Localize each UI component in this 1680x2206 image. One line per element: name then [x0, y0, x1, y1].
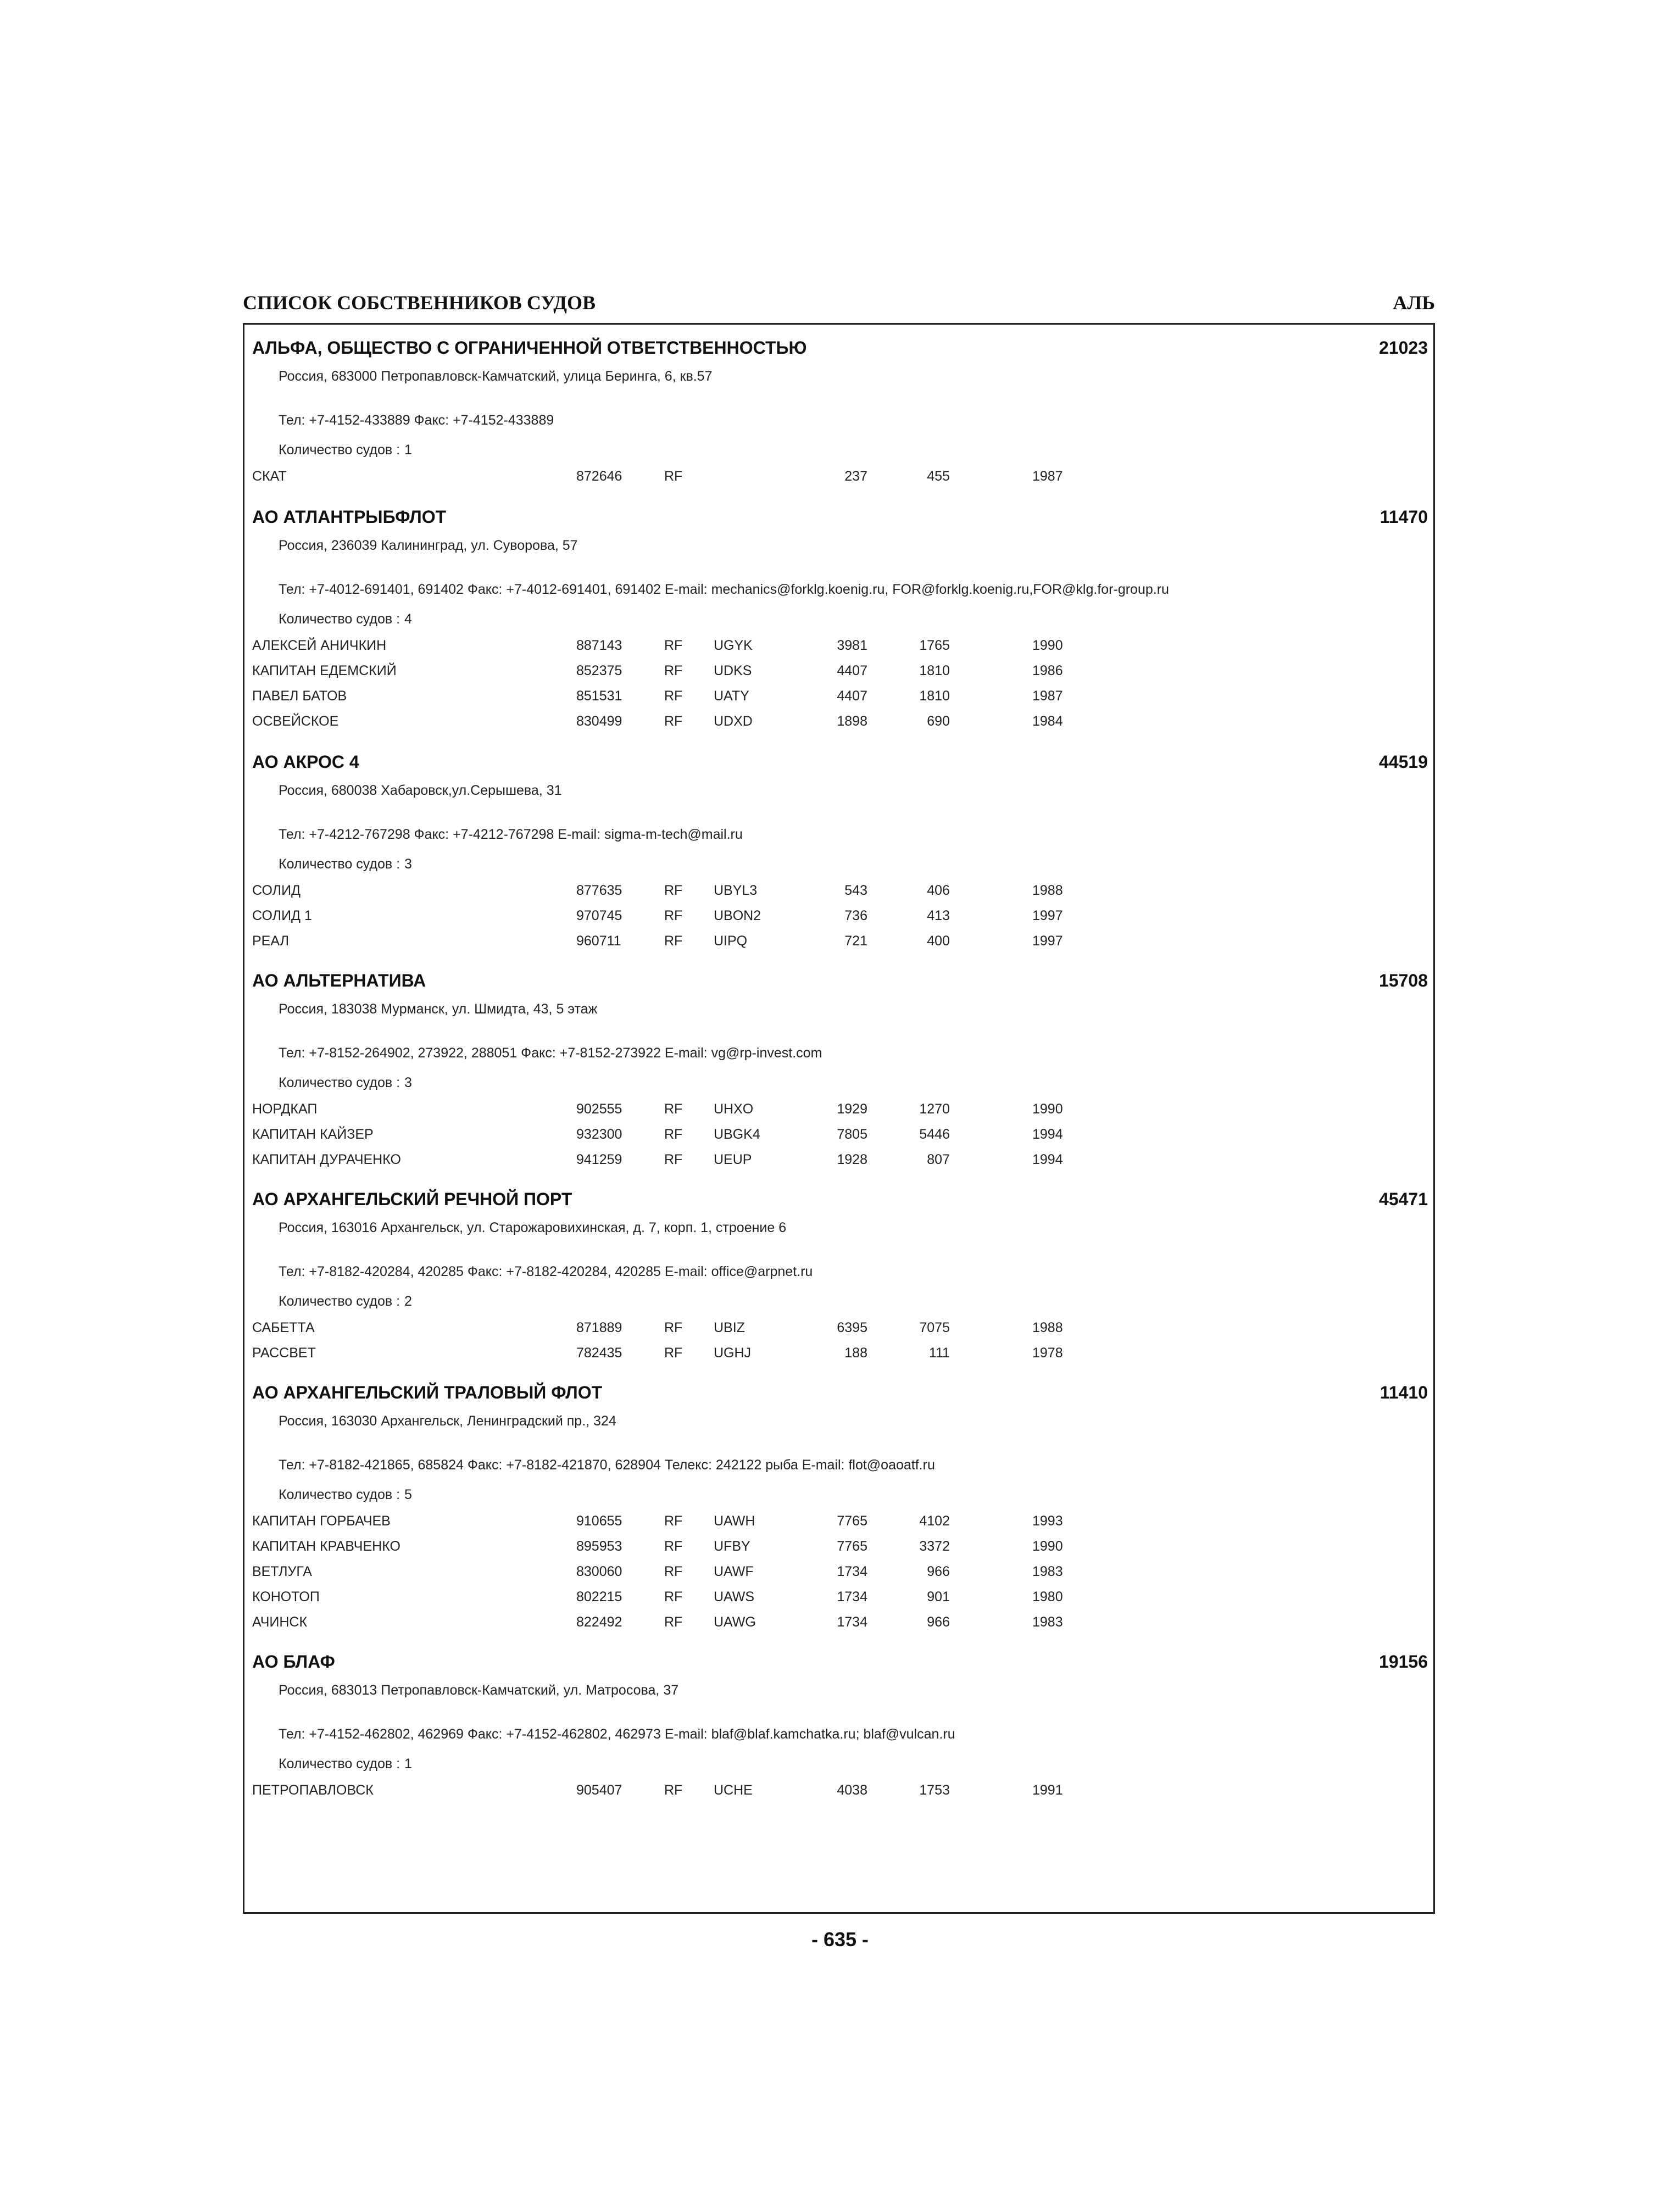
ship-name: РАССВЕТ — [252, 1345, 316, 1361]
ship-count-label: Количество судов : — [279, 611, 400, 627]
ship-number: 782435 — [576, 1345, 622, 1361]
ship-year: 1988 — [1032, 1320, 1063, 1335]
ship-gross-tonnage: 1929 — [837, 1101, 867, 1117]
ship-name: РЕАЛ — [252, 933, 289, 949]
page-header — [243, 291, 1435, 313]
ship-flag: RF — [664, 1152, 683, 1167]
ship-number: 871889 — [576, 1320, 622, 1335]
ship-gross-tonnage: 1898 — [837, 714, 867, 729]
ship-gross-tonnage: 7765 — [837, 1539, 867, 1554]
ship-deadweight: 1810 — [919, 663, 950, 678]
company-name: АО БЛАФ — [252, 1652, 335, 1672]
company-contacts: Тел: +7-8152-264902, 273922, 288051 Факс: +7-8152-273922 E-mail: vg@rp-invest.com — [279, 1045, 822, 1061]
ship-deadweight: 901 — [927, 1589, 950, 1605]
ship-deadweight: 406 — [927, 883, 950, 898]
ship-row — [252, 1614, 1131, 1636]
ship-row — [252, 883, 1131, 905]
ship-year: 1987 — [1032, 688, 1063, 704]
ship-row — [252, 1345, 1131, 1367]
ship-flag: RF — [664, 663, 683, 678]
ship-gross-tonnage: 6395 — [837, 1320, 867, 1335]
ship-number: 877635 — [576, 883, 622, 898]
company-contacts: Тел: +7-4152-462802, 462969 Факс: +7-4152-462802, 462973 E-mail: blaf@blaf.kamchatka.ru; blaf@vulcan.ru — [279, 1726, 955, 1742]
ship-count-value: 2 — [404, 1294, 412, 1309]
ship-number: 895953 — [576, 1539, 622, 1554]
ship-flag: RF — [664, 638, 683, 653]
ship-deadweight: 690 — [927, 714, 950, 729]
ship-count-value: 5 — [404, 1487, 412, 1502]
ship-deadweight: 413 — [927, 908, 950, 923]
ship-number: 941259 — [576, 1152, 622, 1167]
ship-gross-tonnage: 4038 — [837, 1782, 867, 1798]
ship-gross-tonnage: 1734 — [837, 1564, 867, 1579]
ship-row — [252, 1782, 1131, 1804]
ship-name: КАПИТАН ЕДЕМСКИЙ — [252, 663, 397, 678]
ship-year: 1994 — [1032, 1152, 1063, 1167]
company-address: Россия, 163030 Архангельск, Ленинградский пр., 324 — [279, 1413, 616, 1429]
header-title: СПИСОК СОБСТВЕННИКОВ СУДОВ — [243, 292, 596, 314]
company-contacts: Тел: +7-8182-420284, 420285 Факс: +7-8182-420284, 420285 E-mail: office@arpnet.ru — [279, 1264, 813, 1279]
ship-deadweight: 1765 — [919, 638, 950, 653]
ship-gross-tonnage: 7765 — [837, 1513, 867, 1529]
ship-gross-tonnage: 721 — [844, 933, 867, 949]
ship-deadweight: 966 — [927, 1614, 950, 1630]
ship-name: СОЛИД — [252, 883, 301, 898]
company-address: Россия, 163016 Архангельск, ул. Старожаровихинская, д. 7, корп. 1, строение 6 — [279, 1220, 787, 1235]
ship-count-value: 1 — [404, 442, 412, 458]
ship-year: 1984 — [1032, 714, 1063, 729]
company-code: 44519 — [1379, 752, 1428, 772]
ship-year: 1986 — [1032, 663, 1063, 678]
ship-callsign: UBIZ — [714, 1320, 745, 1335]
ship-flag: RF — [664, 1345, 683, 1361]
ship-name: ПАВЕЛ БАТОВ — [252, 688, 347, 704]
ship-flag: RF — [664, 908, 683, 923]
ship-number: 802215 — [576, 1589, 622, 1605]
ship-number: 852375 — [576, 663, 622, 678]
ship-row — [252, 1152, 1131, 1174]
ship-year: 1997 — [1032, 908, 1063, 923]
page-number: - 635 - — [811, 1928, 869, 1951]
ship-gross-tonnage: 543 — [844, 883, 867, 898]
ship-name: САБЕТТА — [252, 1320, 315, 1335]
ship-flag: RF — [664, 883, 683, 898]
ship-callsign: UATY — [714, 688, 749, 704]
ship-flag: RF — [664, 1320, 683, 1335]
ship-name: КАПИТАН КАЙЗЕР — [252, 1127, 374, 1142]
ship-deadweight: 966 — [927, 1564, 950, 1579]
ship-count-value: 3 — [404, 856, 412, 872]
ship-callsign: UBGK4 — [714, 1127, 760, 1142]
ship-count — [279, 1756, 416, 1772]
ship-gross-tonnage: 1734 — [837, 1614, 867, 1630]
ship-flag: RF — [664, 469, 683, 484]
ship-callsign: UAWH — [714, 1513, 755, 1529]
ship-callsign: UBON2 — [714, 908, 761, 923]
ship-gross-tonnage: 4407 — [837, 688, 867, 704]
ship-callsign: UCHE — [714, 1782, 753, 1798]
ship-count-label: Количество судов : — [279, 856, 400, 872]
ship-year: 1980 — [1032, 1589, 1063, 1605]
ship-callsign: UDXD — [714, 714, 753, 729]
ship-name: СОЛИД 1 — [252, 908, 312, 923]
ship-name: ВЕТЛУГА — [252, 1564, 312, 1579]
ship-year: 1988 — [1032, 883, 1063, 898]
ship-row — [252, 688, 1131, 710]
ship-row — [252, 1127, 1131, 1149]
company-address: Россия, 183038 Мурманск, ул. Шмидта, 43, 5 этаж — [279, 1001, 598, 1017]
ship-flag: RF — [664, 1539, 683, 1554]
ship-callsign: UEUP — [714, 1152, 752, 1167]
ship-flag: RF — [664, 688, 683, 704]
ship-gross-tonnage: 1734 — [837, 1589, 867, 1605]
ship-number: 872646 — [576, 469, 622, 484]
ship-flag: RF — [664, 1614, 683, 1630]
company-contacts: Тел: +7-8182-421865, 685824 Факс: +7-8182-421870, 628904 Телекс: 242122 рыба E-mail: flot@oaoatf.ru — [279, 1457, 935, 1473]
ship-name: КАПИТАН ГОРБАЧЕВ — [252, 1513, 391, 1529]
ship-gross-tonnage: 1928 — [837, 1152, 867, 1167]
ship-year: 1990 — [1032, 1539, 1063, 1554]
ship-count — [279, 1487, 416, 1503]
ship-flag: RF — [664, 1564, 683, 1579]
company-address: Россия, 683013 Петропавловск-Камчатский, ул. Матросова, 37 — [279, 1683, 679, 1698]
ship-year: 1994 — [1032, 1127, 1063, 1142]
ship-flag: RF — [664, 1101, 683, 1117]
ship-number: 910655 — [576, 1513, 622, 1529]
ship-deadweight: 455 — [927, 469, 950, 484]
company-name: АЛЬФА, ОБЩЕСТВО С ОГРАНИЧЕННОЙ ОТВЕТСТВЕННОСТЬЮ — [252, 338, 807, 358]
ship-deadweight: 807 — [927, 1152, 950, 1167]
ship-name: КОНОТОП — [252, 1589, 320, 1605]
company-code: 19156 — [1379, 1652, 1428, 1672]
ship-row — [252, 933, 1131, 955]
ship-gross-tonnage: 3981 — [837, 638, 867, 653]
company-code: 45471 — [1379, 1189, 1428, 1209]
company-contacts: Тел: +7-4012-691401, 691402 Факс: +7-4012-691401, 691402 E-mail: mechanics@forklg.koenig.ru, FOR@forklg.koenig.ru,FOR@klg.for-group.ru — [279, 582, 1169, 597]
company-code: 21023 — [1379, 338, 1428, 358]
company-code: 11410 — [1379, 1383, 1428, 1402]
ship-count-label: Количество судов : — [279, 1487, 400, 1502]
ship-count — [279, 1075, 416, 1091]
ship-row — [252, 1101, 1131, 1123]
company-contacts: Тел: +7-4152-433889 Факс: +7-4152-433889 — [279, 413, 554, 428]
ship-year: 1997 — [1032, 933, 1063, 949]
ship-deadweight: 7075 — [919, 1320, 950, 1335]
ship-gross-tonnage: 7805 — [837, 1127, 867, 1142]
ship-name: АЛЕКСЕЙ АНИЧКИН — [252, 638, 387, 653]
ship-name: ОСВЕЙСКОЕ — [252, 714, 339, 729]
ship-row — [252, 469, 1131, 491]
ship-flag: RF — [664, 1513, 683, 1529]
ship-count — [279, 611, 416, 627]
ship-row — [252, 1589, 1131, 1611]
ship-number: 822492 — [576, 1614, 622, 1630]
ship-count-label: Количество судов : — [279, 1075, 400, 1090]
company-address: Россия, 236039 Калининград, ул. Суворова, 57 — [279, 538, 578, 553]
company-name: АО АЛЬТЕРНАТИВА — [252, 971, 426, 990]
ship-name: АЧИНСК — [252, 1614, 308, 1630]
ship-deadweight: 3372 — [919, 1539, 950, 1554]
ship-callsign: UGYK — [714, 638, 753, 653]
ship-flag: RF — [664, 1589, 683, 1605]
ship-row — [252, 908, 1131, 930]
ship-deadweight: 1753 — [919, 1782, 950, 1798]
ship-year: 1983 — [1032, 1564, 1063, 1579]
ship-flag: RF — [664, 714, 683, 729]
ship-flag: RF — [664, 1127, 683, 1142]
ship-row — [252, 1513, 1131, 1535]
ship-callsign: UHXO — [714, 1101, 754, 1117]
ship-name: ПЕТРОПАВЛОВСК — [252, 1782, 374, 1798]
ship-row — [252, 1539, 1131, 1561]
ship-number: 851531 — [576, 688, 622, 704]
ship-name: КАПИТАН КРАВЧЕНКО — [252, 1539, 400, 1554]
ship-callsign: UIPQ — [714, 933, 748, 949]
company-address: Россия, 683000 Петропавловск-Камчатский, улица Беринга, 6, кв.57 — [279, 369, 713, 384]
ship-year: 1991 — [1032, 1782, 1063, 1798]
ship-callsign: UAWS — [714, 1589, 755, 1605]
ship-gross-tonnage: 736 — [844, 908, 867, 923]
company-name: АО АРХАНГЕЛЬСКИЙ ТРАЛОВЫЙ ФЛОТ — [252, 1383, 603, 1402]
header-section: АЛЬ — [1393, 292, 1435, 314]
ship-count — [279, 442, 416, 458]
ship-callsign: UAWF — [714, 1564, 754, 1579]
ship-row — [252, 714, 1131, 736]
ship-name: КАПИТАН ДУРАЧЕНКО — [252, 1152, 401, 1167]
ship-count-label: Количество судов : — [279, 1294, 400, 1309]
ship-name: СКАТ — [252, 469, 287, 484]
ship-count-value: 4 — [404, 611, 412, 627]
company-address: Россия, 680038 Хабаровск,ул.Серышева, 31 — [279, 783, 562, 798]
ship-number: 970745 — [576, 908, 622, 923]
ship-deadweight: 1270 — [919, 1101, 950, 1117]
ship-number: 902555 — [576, 1101, 622, 1117]
ship-year: 1983 — [1032, 1614, 1063, 1630]
ship-callsign: UBYL3 — [714, 883, 758, 898]
ship-count-label: Количество судов : — [279, 442, 400, 458]
ship-deadweight: 4102 — [919, 1513, 950, 1529]
ship-number: 960711 — [576, 933, 621, 949]
company-code: 15708 — [1379, 971, 1428, 990]
ship-number: 887143 — [576, 638, 622, 653]
company-name: АО АРХАНГЕЛЬСКИЙ РЕЧНОЙ ПОРТ — [252, 1189, 572, 1209]
ship-row — [252, 638, 1131, 660]
ship-count-value: 1 — [404, 1756, 412, 1772]
ship-year: 1993 — [1032, 1513, 1063, 1529]
ship-year: 1990 — [1032, 638, 1063, 653]
ship-row — [252, 1564, 1131, 1586]
ship-year: 1987 — [1032, 469, 1063, 484]
company-name: АО АТЛАНТРЫБФЛОТ — [252, 507, 447, 527]
ship-gross-tonnage: 188 — [844, 1345, 867, 1361]
ship-count — [279, 1294, 416, 1310]
ship-callsign: UDKS — [714, 663, 752, 678]
ship-number: 905407 — [576, 1782, 622, 1798]
ship-callsign: UFBY — [714, 1539, 750, 1554]
ship-year: 1978 — [1032, 1345, 1063, 1361]
company-name: АО АКРОС 4 — [252, 752, 359, 772]
ship-count-value: 3 — [404, 1075, 412, 1090]
ship-gross-tonnage: 237 — [844, 469, 867, 484]
ship-callsign: UGHJ — [714, 1345, 752, 1361]
ship-year: 1990 — [1032, 1101, 1063, 1117]
ship-number: 932300 — [576, 1127, 622, 1142]
ship-flag: RF — [664, 1782, 683, 1798]
ship-count-label: Количество судов : — [279, 1756, 400, 1772]
ship-row — [252, 663, 1131, 685]
ship-gross-tonnage: 4407 — [837, 663, 867, 678]
company-code: 11470 — [1379, 507, 1428, 527]
ship-number: 830499 — [576, 714, 622, 729]
ship-name: НОРДКАП — [252, 1101, 318, 1117]
ship-deadweight: 400 — [927, 933, 950, 949]
ship-row — [252, 1320, 1131, 1342]
ship-count — [279, 856, 416, 872]
ship-number: 830060 — [576, 1564, 622, 1579]
ship-deadweight: 5446 — [919, 1127, 950, 1142]
ship-deadweight: 111 — [928, 1345, 950, 1361]
owners-list-frame — [243, 323, 1435, 1914]
ship-callsign: UAWG — [714, 1614, 756, 1630]
ship-deadweight: 1810 — [919, 688, 950, 704]
company-contacts: Тел: +7-4212-767298 Факс: +7-4212-767298 E-mail: sigma-m-tech@mail.ru — [279, 827, 743, 842]
ship-flag: RF — [664, 933, 683, 949]
